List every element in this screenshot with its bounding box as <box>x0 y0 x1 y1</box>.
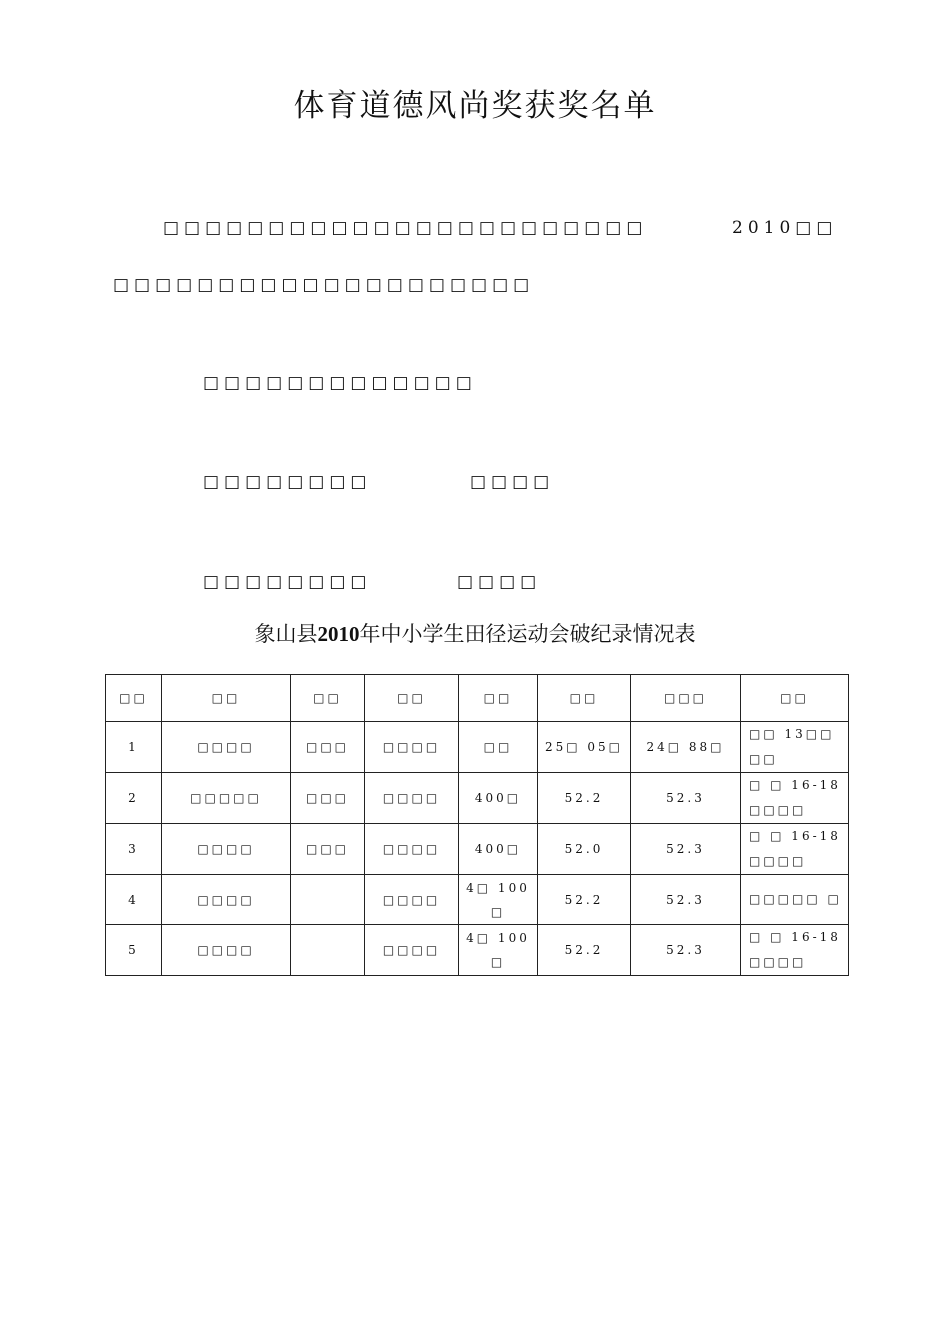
cell-index: 3 <box>106 824 162 875</box>
cell-name <box>291 875 365 925</box>
cell-old-record: 52.3 <box>631 875 741 925</box>
cell-school: □□□□ <box>162 925 291 976</box>
cell-index: 4 <box>106 875 162 925</box>
table-title-suffix: 年中小学生田径运动会破纪录情况表 <box>359 622 696 646</box>
cell-index: 2 <box>106 773 162 824</box>
table-header-row <box>106 675 849 722</box>
cell-note: □□□□□ □ <box>741 875 849 925</box>
records-table <box>105 674 849 976</box>
cell-name: □□□ <box>291 824 365 875</box>
cell-old-record: 52.3 <box>631 773 741 824</box>
cell-result: 52.0 <box>538 824 631 875</box>
cell-note: □ □ 16-18 □□□□ <box>741 824 849 875</box>
cell-group: □□□□ <box>365 875 459 925</box>
cell-index: 5 <box>106 925 162 976</box>
table-title <box>0 618 950 648</box>
cell-event: 400□ <box>459 824 538 875</box>
cell-old-record: 52.3 <box>631 925 741 976</box>
header-cell: □□□ <box>631 675 741 722</box>
award-line-2-value: □□□□ <box>457 572 542 592</box>
cell-group: □□□□ <box>365 722 459 773</box>
award-line-1-label: □□□□□□□□ <box>203 472 372 492</box>
table-row <box>106 925 849 976</box>
header-cell: □□ <box>741 675 849 722</box>
table-title-prefix: 象山县 <box>254 622 318 646</box>
intro-paragraph-line-1: □□□□□□□□□□□□□□□□□□□□□□□ <box>163 218 648 238</box>
cell-event: 4□ 100 □ <box>459 925 538 976</box>
cell-result: 52.2 <box>538 875 631 925</box>
cell-school: □□□□ <box>162 722 291 773</box>
cell-event: □□ <box>459 722 538 773</box>
cell-group: □□□□ <box>365 925 459 976</box>
cell-school: □□□□ <box>162 875 291 925</box>
header-cell: □□ <box>162 675 291 722</box>
intro-paragraph-line-2: □□□□□□□□□□□□□□□□□□□□ <box>113 275 535 295</box>
document-title: 体育道德风尚奖获奖名单 <box>293 88 657 124</box>
cell-school: □□□□ <box>162 824 291 875</box>
intro-paragraph-year: 2010□□ <box>732 218 838 238</box>
cell-note: □ □ 16-18 □□□□ <box>741 773 849 824</box>
table-row <box>106 875 849 925</box>
table-row <box>106 824 849 875</box>
award-heading: □□□□□□□□□□□□□ <box>203 373 477 393</box>
award-line-2-label: □□□□□□□□ <box>203 572 372 592</box>
cell-name: □□□ <box>291 722 365 773</box>
cell-result: 25□ 05□ <box>538 722 631 773</box>
cell-note: □□ 13□□ □□ <box>741 722 849 773</box>
cell-index: 1 <box>106 722 162 773</box>
header-cell: □□ <box>106 675 162 722</box>
header-cell: □□ <box>538 675 631 722</box>
cell-name <box>291 925 365 976</box>
table-row <box>106 722 849 773</box>
header-cell: □□ <box>291 675 365 722</box>
header-cell: □□ <box>459 675 538 722</box>
cell-old-record: 24□ 88□ <box>631 722 741 773</box>
cell-old-record: 52.3 <box>631 824 741 875</box>
cell-note: □ □ 16-18 □□□□ <box>741 925 849 976</box>
table-row <box>106 773 849 824</box>
cell-event: 4□ 100 □ <box>459 875 538 925</box>
cell-group: □□□□ <box>365 824 459 875</box>
cell-school: □□□□□ <box>162 773 291 824</box>
cell-name: □□□ <box>291 773 365 824</box>
header-cell: □□ <box>365 675 459 722</box>
award-line-1-value: □□□□ <box>470 472 555 492</box>
cell-result: 52.2 <box>538 925 631 976</box>
cell-group: □□□□ <box>365 773 459 824</box>
table-title-year: 2010 <box>317 622 360 646</box>
cell-event: 400□ <box>459 773 538 824</box>
cell-result: 52.2 <box>538 773 631 824</box>
